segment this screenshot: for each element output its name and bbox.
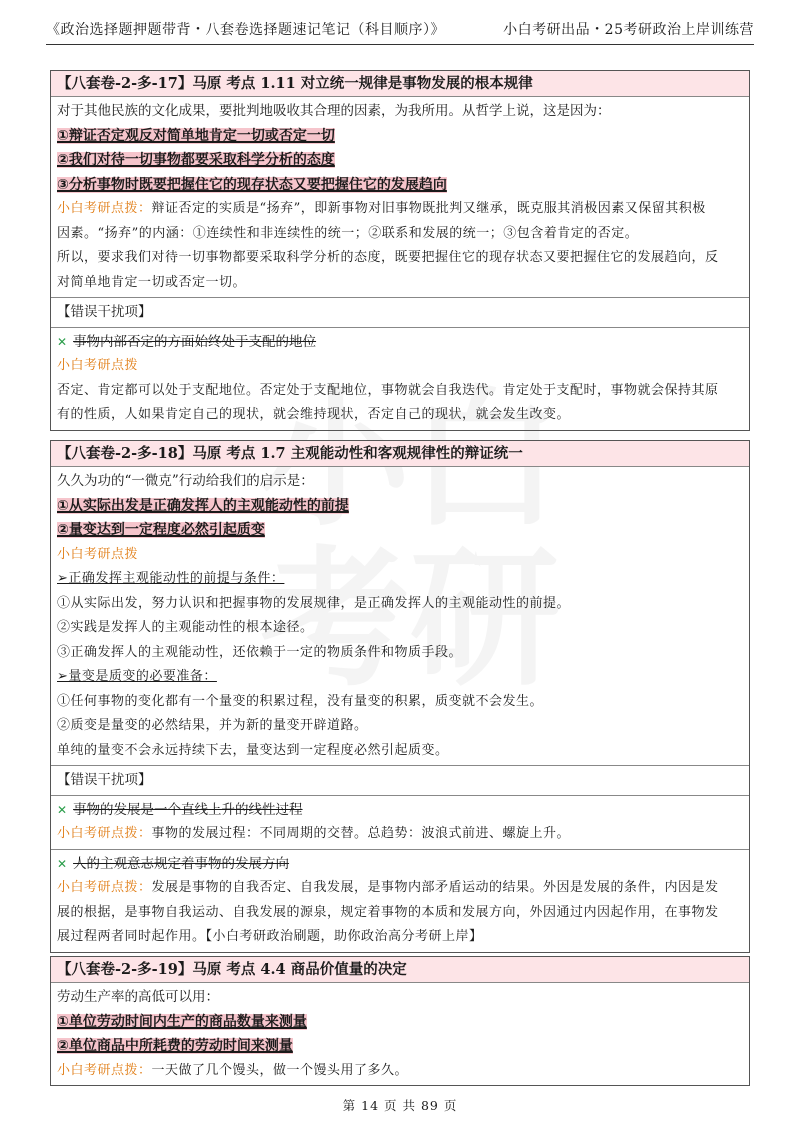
tip-label: 小白考研点拨： (57, 880, 152, 895)
tip-line: ②实践是发挥人的主观能动性的根本途径。 (57, 620, 314, 635)
question-stem: 劳动生产率的高低可以用： (57, 989, 219, 1005)
wrong-option-block (51, 850, 749, 952)
question-stem: 对于其他民族的文化成果，要批判地吸收其合理的因素，为我所用。从哲学上说，这是因为： (57, 103, 611, 119)
question-title: 【八套卷-2-多-19】马原 考点 4.4 商品价值量的决定 (51, 957, 749, 983)
tip-label: 小白考研点拨： (57, 1062, 152, 1078)
tip-line: 单纯的量变不会永远持续下去，量变达到一定程度必然引起质变。 (57, 742, 449, 758)
tip-line: ①从实际出发，努力认识和把握事物的发展规律，是正确发挥人的主观能动性的前提。 (57, 595, 571, 611)
page-header (46, 14, 754, 45)
tip-label: 小白考研点拨 (57, 358, 139, 373)
correct-option: ②我们对待一切事物都要采取科学分析的态度 (57, 152, 335, 168)
tip-line: 因素。“扬弃”的内涵：①连续性和非连续性的统一；②联系和发展的统一；③包含着肯定的否定。 (57, 225, 639, 241)
tip-label: 小白考研点拨 (57, 546, 139, 562)
question-body (51, 97, 749, 298)
page-number: 第 14 页 共 89 页 (342, 1098, 458, 1113)
tip-line: 对简单地肯定一切或否定一切。 (57, 274, 247, 290)
correct-option: ③分析事物时既要把握住它的现存状态又要把握住它的发展趋向 (57, 176, 447, 193)
wrong-note: 有的性质，人如果肯定自己的现状，就会维持现状，否定自己的现状，就会发生改变。 (57, 407, 571, 422)
correct-option: ①从实际出发是正确发挥人的主观能动性的前提 (57, 497, 349, 514)
wrong-note: 否定、肯定都可以处于支配地位。否定处于支配地位，事物就会自我迭代。肯定处于支配时，事物就会保持其原 (57, 382, 719, 398)
correct-option: ①辩证否定观反对简单地肯定一切或否定一切 (57, 127, 335, 144)
question-card-17 (50, 70, 750, 431)
correct-option: ②单位商品中所耗费的劳动时间来测量 (57, 1038, 293, 1054)
question-stem: 久久为功的“一微克”行动给我们的启示是： (57, 473, 314, 489)
error-section-heading: 【错误干扰项】 (51, 766, 749, 796)
question-body (51, 983, 749, 1085)
correct-option: ①单位劳动时间内生产的商品数量来测量 (57, 1013, 307, 1030)
question-card-19 (50, 956, 750, 1086)
wrong-note: 展过程两者同时起作用。【小白考研政治刷题，助你政治高分考研上岸】 (57, 929, 483, 944)
tip-line: ①任何事物的变化都有一个量变的积累过程，没有量变的积累，质变就不会发生。 (57, 693, 544, 709)
wrong-option: ✕ 事物内部否定的方面始终处于支配的地位 (57, 333, 317, 350)
tip-line: 所以，要求我们对待一切事物都要采取科学分析的态度，既要把握住它的现存状态又要把握住它的发展趋向，反 (57, 250, 719, 265)
question-title: 【八套卷-2-多-17】马原 考点 1.11 对立统一规律是事物发展的根本规律 (51, 71, 749, 97)
tip-line: 小白考研点拨：一天做了几个馒头，做一个馒头用了多久。 (57, 1062, 409, 1078)
header-brand: 小白考研出品・25考研政治上岸训练营 (503, 22, 754, 38)
cross-icon: ✕ (57, 802, 68, 817)
tip-line: ②质变是量变的必然结果，并为新的量变开辟道路。 (57, 718, 368, 733)
question-body (51, 467, 749, 766)
tip-label: 小白考研点拨： (57, 201, 152, 216)
wrong-option: ✕ 事物的发展是一个直线上升的线性过程 (57, 801, 303, 818)
tip-line: 小白考研点拨：辩证否定的实质是“扬弃”，即新事物对旧事物既批判又继承，既克服其消极因素又保留其积极 (57, 201, 706, 216)
cross-icon: ✕ (57, 856, 68, 871)
question-card-18 (50, 440, 750, 953)
correct-option: ②量变达到一定程度必然引起质变 (57, 522, 265, 538)
question-title: 【八套卷-2-多-18】马原 考点 1.7 主观能动性和客观规律性的辩证统一 (51, 441, 749, 467)
wrong-option-block (51, 796, 749, 850)
tip-label: 小白考研点拨： (57, 826, 152, 841)
header-title: 《政治选择题押题带背・八套卷选择题速记笔记（科目顺序）》 (46, 22, 445, 38)
wrong-note: 展的根据，是事物自我运动、自我发展的源泉，规定着事物的本质和发展方向，外因通过内因起作用，在事物发 (57, 904, 719, 920)
wrong-option: ✕ 人的主观意志规定着事物的发展方向 (57, 855, 290, 872)
wrong-option-block (51, 328, 749, 430)
wrong-note: 小白考研点拨：发展是事物的自我否定、自我发展，是事物内部矛盾运动的结果。外因是发展的条件，内因是发 (57, 880, 719, 895)
tip-line: ③正确发挥人的主观能动性，还依赖于一定的物质条件和物质手段。 (57, 644, 463, 660)
sub-heading: ➢正确发挥主观能动性的前提与条件： (57, 571, 285, 586)
sub-heading: ➢量变是质变的必要准备： (57, 669, 217, 684)
cross-icon: ✕ (57, 334, 68, 349)
error-section-heading: 【错误干扰项】 (51, 298, 749, 328)
wrong-note: 小白考研点拨：事物的发展过程：不同周期的交替。总趋势：波浪式前进、螺旋上升。 (57, 826, 571, 841)
